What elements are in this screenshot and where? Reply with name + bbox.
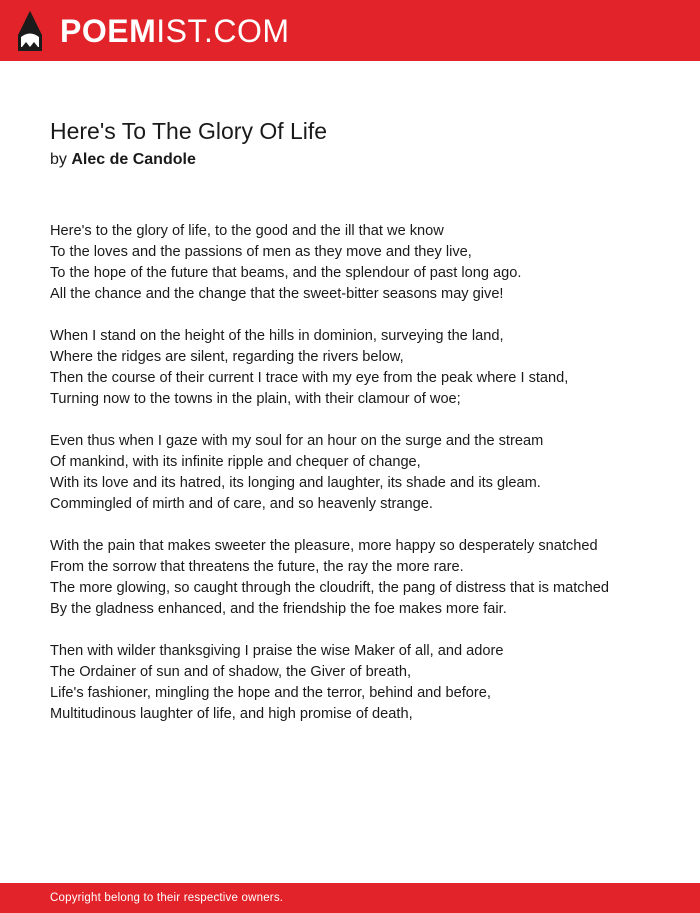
- site-logo-text: [60, 12, 290, 49]
- poem-line: All the chance and the change that the sweet-bitter seasons may give!: [50, 286, 504, 302]
- poem-line: Even thus when I gaze with my soul for an hour on the surge and the stream: [50, 433, 544, 449]
- poem-line: Then the course of their current I trace with my eye from the peak where I stand,: [50, 370, 569, 386]
- poem-line: Multitudinous laughter of life, and high promise of death,: [50, 706, 413, 722]
- poem-line: The Ordainer of sun and of shadow, the Giver of breath,: [50, 664, 412, 680]
- poem-line: Where the ridges are silent, regarding the rivers below,: [50, 349, 404, 365]
- logo-light-part: IST.COM: [156, 12, 290, 49]
- site-logo-link[interactable]: [17, 11, 290, 51]
- poem-stanza: [50, 536, 610, 620]
- poem-line: From the sorrow that threatens the future, the ray the more rare.: [50, 559, 464, 575]
- poem-stanza: [50, 326, 610, 410]
- poem-line: Life's fashioner, mingling the hope and the terror, behind and before,: [50, 685, 491, 701]
- poem-line: Then with wilder thanksgiving I praise the wise Maker of all, and adore: [50, 643, 504, 659]
- poem-title: Here's To The Glory Of Life: [50, 118, 328, 144]
- poem-line: Turning now to the towns in the plain, with their clamour of woe;: [50, 391, 461, 407]
- site-header: [0, 0, 700, 61]
- poem-author: Alec de Candole: [71, 151, 196, 168]
- poem-byline: [50, 149, 610, 171]
- byline-prefix: by: [50, 151, 67, 168]
- poem-line: Here's to the glory of life, to the good and the ill that we know: [50, 223, 444, 239]
- poem-line: By the gladness enhanced, and the friendship the foe makes more fair.: [50, 601, 507, 617]
- logo-bold-part: POEM: [60, 12, 157, 49]
- poem-body: [50, 221, 610, 725]
- poem-line: With its love and its hatred, its longing and laughter, its shade and its gleam.: [50, 475, 541, 491]
- poem-line: Of mankind, with its infinite ripple and chequer of change,: [50, 454, 421, 470]
- copyright-text: Copyright belong to their respective owners.: [50, 892, 284, 904]
- poem-line: The more glowing, so caught through the cloudrift, the pang of distress that is matched: [50, 580, 609, 596]
- poem-content: [50, 116, 610, 746]
- poem-line: To the hope of the future that beams, and the splendour of past long ago.: [50, 265, 522, 281]
- poem-line: Commingled of mirth and of care, and so heavenly strange.: [50, 496, 433, 512]
- poem-stanza: [50, 221, 610, 305]
- site-footer: [0, 883, 700, 913]
- poem-stanza: [50, 641, 610, 725]
- poem-line: When I stand on the height of the hills in dominion, surveying the land,: [50, 328, 504, 344]
- poem-stanza: [50, 431, 610, 515]
- poem-line: To the loves and the passions of men as they move and they live,: [50, 244, 472, 260]
- poem-line: With the pain that makes sweeter the pleasure, more happy so desperately snatched: [50, 538, 598, 554]
- pencil-icon: [17, 11, 43, 51]
